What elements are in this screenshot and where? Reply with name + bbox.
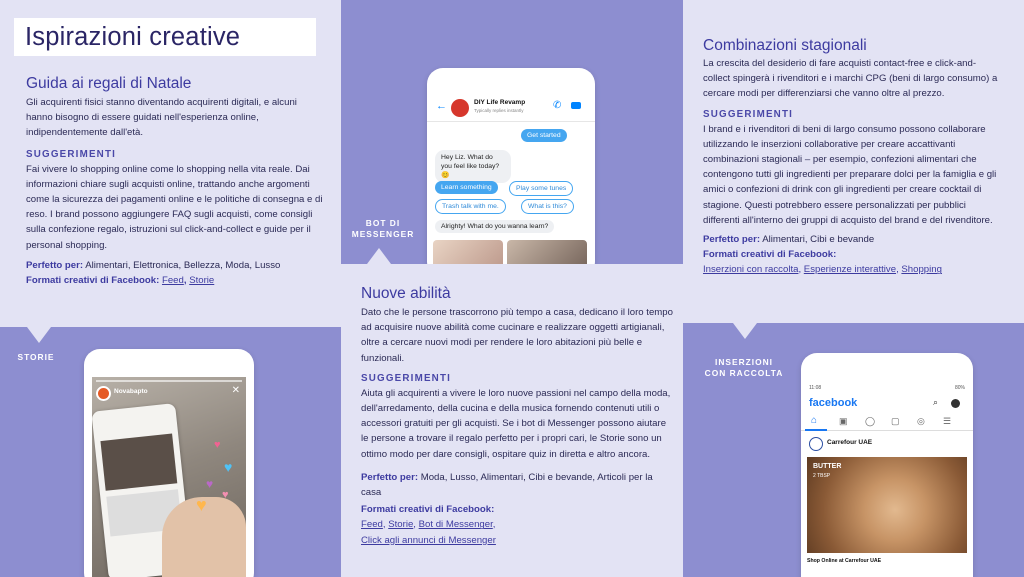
new-skills-formats: Feed, Storie, Bot di Messenger, Click agli annunci di Messenger [361,519,496,546]
advertiser-avatar [809,437,823,451]
page-title: Ispirazioni creative [25,23,241,51]
ad-cta[interactable]: Shop Online at Carrefour UAE [807,558,882,564]
stories-visual-panel [0,327,341,577]
perfect-for-value: Alimentari, Elettronica, Bellezza, Moda, Lusso [85,259,281,271]
tag-bot-line2: MESSENGER [351,229,415,239]
messenger-header [427,96,595,122]
facebook-phone-mockup [801,353,973,577]
notch-bot [367,248,391,264]
gift-guide-formats: Formati creativi di Facebook: Feed, Storie [26,275,215,287]
heart-icon: ♥ [214,439,221,451]
page-name: DIY Life Revamp [474,99,526,106]
tag-stories: STORIE [17,352,55,362]
perfect-for-label: Perfetto per: [361,471,419,483]
format-link-stories[interactable]: Storie [388,519,414,531]
fb-logo: facebook [809,397,858,409]
format-link-messenger-bot[interactable]: Bot di Messenger [418,519,493,531]
story-progress-bar [96,380,242,382]
format-link-stories[interactable]: Storie [189,275,215,287]
menu-icon[interactable]: ☰ [943,416,952,426]
perfect-for-label: Perfetto per: [703,234,761,246]
status-battery: 80% [954,385,965,391]
fb-tab-bar [801,413,973,431]
format-link-feed[interactable]: Feed [161,275,184,287]
seasonal-formats: Inserzioni con raccolta, Esperienze interattive, Shopping [703,264,942,276]
heart-icon: ♥ [196,495,207,515]
gift-guide-suggestions-text: Fai vivere lo shopping online come lo shopping nella vita reale. Dai informazioni chiare sugli acquisti online, trattando anche argomenti come la sicurezza dei pagamenti online e le politiche di consegna e di reso. I brand possono aggiungere FAQ sugli acquisti, come consigli sulla confezione regalo, istruzioni sul click-and-collect e guide per il personal shopping. [26,163,323,251]
page-avatar [451,99,469,117]
story-account-name: Novabapto [114,388,148,395]
format-link-collection-ads[interactable]: Inserzioni con raccolta [703,264,799,276]
groups-icon[interactable]: ▢ [891,416,900,426]
status-time: 11:08 [809,385,822,391]
greeting-bubble: Hey Liz. What do you feel like today? 😊 [435,150,511,183]
seasonal-panel [683,0,1024,323]
seasonal-intro: La crescita del desiderio di fare acquisti contact-free e click-and-collect spingerà i rivenditori e i marchi CPG (beni di largo consumo) a cercare modi per differenziarsi che vanno oltre al prezzo. [703,58,998,100]
page-status: Typically replies instantly [474,108,524,113]
profile-icon[interactable]: ◯ [865,416,876,426]
formats-label: Formati creativi di Facebook: [26,275,160,287]
question-bubble: Alrighty! What do you wanna learn? [435,220,554,233]
messenger-visual-panel [341,0,683,264]
search-icon[interactable]: ⌕ [933,397,939,407]
video-icon[interactable] [571,102,581,109]
new-skills-panel [341,264,683,577]
new-skills-suggestions-text: Aiuta gli acquirenti a vivere le loro nuove passioni nel campo della moda, dell'arredamento, della cucina e della musica fornendo contenuti utili o accessori gratuiti per gli acquisti. Se i bot di Messenger possono aiutare le persone a trovare il regalo perfetto per i propri cari, le Storie sono un ottimo modo per dare consigli, ospitare quiz in diretta e altro ancora. [361,387,671,460]
perfect-for-label: Perfetto per: [26,259,84,271]
bell-icon[interactable]: ◎ [917,416,925,426]
new-skills-perfect-for [361,470,673,500]
format-link-click-to-messenger[interactable]: Click agli annunci di Messenger [361,534,496,546]
heart-icon: ♥ [206,477,214,491]
tag-collection-line1: INSERZIONI [715,357,773,367]
product-price: 2 TBSP [813,473,831,479]
perfect-for-value: Moda, Lusso, Alimentari, Cibi e bevande, Articoli per la casa [361,471,653,499]
seasonal-perfect-for [703,232,1003,247]
format-link-feed[interactable]: Feed [361,519,383,531]
tag-bot-messenger [347,218,419,240]
product-label: BUTTER [813,463,842,470]
home-icon[interactable]: ⌂ [811,415,818,426]
new-skills-formats-label: Formati creativi di Facebook: [361,504,495,516]
collection-visual-panel [683,323,1024,577]
seasonal-formats-label: Formati creativi di Facebook: [703,249,837,261]
seasonal-suggestions-text: I brand e i rivenditori di beni di largo consumo possono collaborare utilizzando le inserzioni collaborative per creare accattivanti combinazioni stagionali – per esempio, confezioni alimentari che contengono tutti gli ingredienti per preparare dolci per la famiglia e gli amici o confezioni di drink con gli ingredienti per creare cocktail di stagione. Questi potrebbero essere personalizzati per pubblici differenti all'interno dei gruppi di acquisto del brand e del rivenditore. [703,123,997,226]
tag-bot-line1: BOT DI [365,218,401,228]
new-skills-title: Nuove abilità [361,285,451,302]
story-screen [92,377,246,577]
option-play-tunes[interactable]: Play some tunes [509,181,573,196]
option-what-is-this[interactable]: What is this? [521,199,574,214]
perfect-for-value: Alimentari, Cibi e bevande [762,234,875,246]
format-link-interactive[interactable]: Esperienze interattive [803,264,897,276]
page-title-box [14,18,316,56]
format-link-shopping[interactable]: Shopping [901,264,942,276]
heart-icon: ♥ [224,459,233,475]
option-learn-something[interactable]: Learn something [435,181,498,194]
seasonal-title: Combinazioni stagionali [703,37,867,54]
gift-guide-panel [0,0,341,327]
status-bar [809,384,965,394]
story-phone-mockup [84,349,254,577]
gift-guide-suggestions-heading: SUGGERIMENTI [26,148,117,160]
messenger-icon[interactable] [951,399,960,408]
friends-icon[interactable]: ▣ [839,416,848,426]
gift-guide-perfect-for [26,258,326,273]
new-skills-suggestions-heading: SUGGERIMENTI [361,372,452,384]
option-trash-talk[interactable]: Trash talk with me. [435,199,506,214]
phone-icon[interactable]: ✆ [553,100,562,111]
notch-stories [27,327,51,343]
seasonal-suggestions-heading: SUGGERIMENTI [703,108,794,120]
gift-guide-title: Guida ai regali di Natale [26,75,192,92]
tag-collection-line2: CON RACCOLTA [704,368,784,378]
gift-guide-intro: Gli acquirenti fisici stanno diventando acquirenti digitali, e alcuni hanno bisogno di essere guidati nell'esperienza online, indipendentemente dall'età. [26,97,297,139]
tag-collection [699,357,789,379]
back-arrow-icon[interactable]: ← [436,100,447,112]
heart-icon: ♥ [222,489,229,501]
story-avatar [96,386,111,401]
close-icon[interactable]: ✕ [231,385,240,396]
ad-hero-image [807,457,967,553]
messenger-phone-mockup [427,68,595,278]
new-skills-intro: Dato che le persone trascorrono più tempo a casa, dedicano il loro tempo ad acquisire nuove abilità come cucinare e realizzare oggetti artigianali, oltre a cercare nuovi modi per rendere le loro abitazioni più belle e funzionali. [361,307,673,364]
notch-collection [733,323,757,339]
get-started-bubble[interactable]: Get started [521,129,567,142]
advertiser-name: Carrefour UAE [827,439,873,446]
